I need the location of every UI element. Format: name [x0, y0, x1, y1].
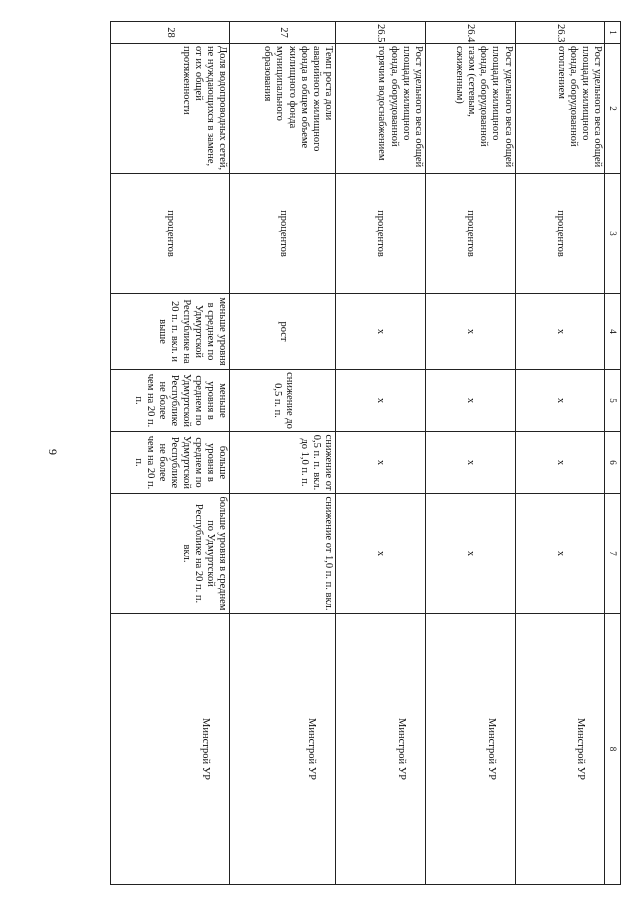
executor-cell: Минстрой УР [425, 614, 515, 885]
value-cell: больше уровня в среднем по Удмуртской Республике не более чем на 20 п. п. [111, 432, 230, 494]
indicators-table [110, 21, 621, 885]
value-cell: х [335, 432, 425, 494]
executor-cell: Минстрой УР [335, 614, 425, 885]
page-number: 9 [46, 449, 60, 455]
indicator-name: Рост удельного веса общей площади жилищного фонда, оборудованной газом (сетевым, сжиженным) [425, 44, 515, 174]
unit-cell: процентов [111, 174, 230, 294]
table-row [111, 22, 230, 885]
value-cell: х [515, 494, 605, 614]
value-cell: х [425, 432, 515, 494]
column-number: 6 [605, 432, 621, 494]
column-number: 3 [605, 174, 621, 294]
rotated-table-container [110, 21, 621, 884]
row-number: 26.4 [425, 22, 515, 44]
value-cell: х [335, 494, 425, 614]
indicator-name: Доля водопроводных сетей, не нуждающихся в замене, от их общей протяженности [111, 44, 230, 174]
table-row [425, 22, 515, 885]
column-number: 7 [605, 494, 621, 614]
column-number: 8 [605, 614, 621, 885]
row-number: 28 [111, 22, 230, 44]
value-cell: х [425, 294, 515, 370]
value-cell: х [335, 294, 425, 370]
value-cell: х [515, 370, 605, 432]
value-cell: меньше уровня в среднем по Удмуртской Республике на 20 п. п. вкл. и выше [111, 294, 230, 370]
value-cell: х [425, 494, 515, 614]
unit-cell: процентов [425, 174, 515, 294]
unit-cell: процентов [515, 174, 605, 294]
executor-cell: Минстрой УР [230, 614, 335, 885]
row-number: 27 [230, 22, 335, 44]
unit-cell: процентов [335, 174, 425, 294]
table-row [230, 22, 335, 885]
table-row [515, 22, 605, 885]
column-number: 1 [605, 22, 621, 44]
column-number: 5 [605, 370, 621, 432]
value-cell: снижение от 0,5 п. п. вкл. до 1,0 п. п. [230, 432, 335, 494]
value-cell: снижение от 1,0 п. п. вкл. [230, 494, 335, 614]
column-number-row [605, 22, 621, 885]
column-number: 4 [605, 294, 621, 370]
row-number: 26.3 [515, 22, 605, 44]
indicator-name: Рост удельного веса общей площади жилищного фонда, оборудованной отоплением [515, 44, 605, 174]
indicator-name: Темп роста доли аварийного жилищного фонда в общем объеме жилищного фонда муниципального образования [230, 44, 335, 174]
value-cell: снижение до 0,5 п. п. [230, 370, 335, 432]
executor-cell: Минстрой УР [515, 614, 605, 885]
value-cell: рост [230, 294, 335, 370]
value-cell: х [425, 370, 515, 432]
unit-cell: процентов [230, 174, 335, 294]
executor-cell: Минстрой УР [111, 614, 230, 885]
value-cell: х [515, 432, 605, 494]
value-cell: меньше уровня в среднем по Удмуртской Республике не более чем на 20 п. п. [111, 370, 230, 432]
value-cell: больше уровня в среднем по Удмуртской Республике на 20 п. п. вкл. [111, 494, 230, 614]
value-cell: х [335, 370, 425, 432]
table-row [335, 22, 425, 885]
column-number: 2 [605, 44, 621, 174]
value-cell: х [515, 294, 605, 370]
indicator-name: Рост удельного веса общей площади жилищного фонда, оборудованной горячим водоснабжением [335, 44, 425, 174]
row-number: 26.5 [335, 22, 425, 44]
